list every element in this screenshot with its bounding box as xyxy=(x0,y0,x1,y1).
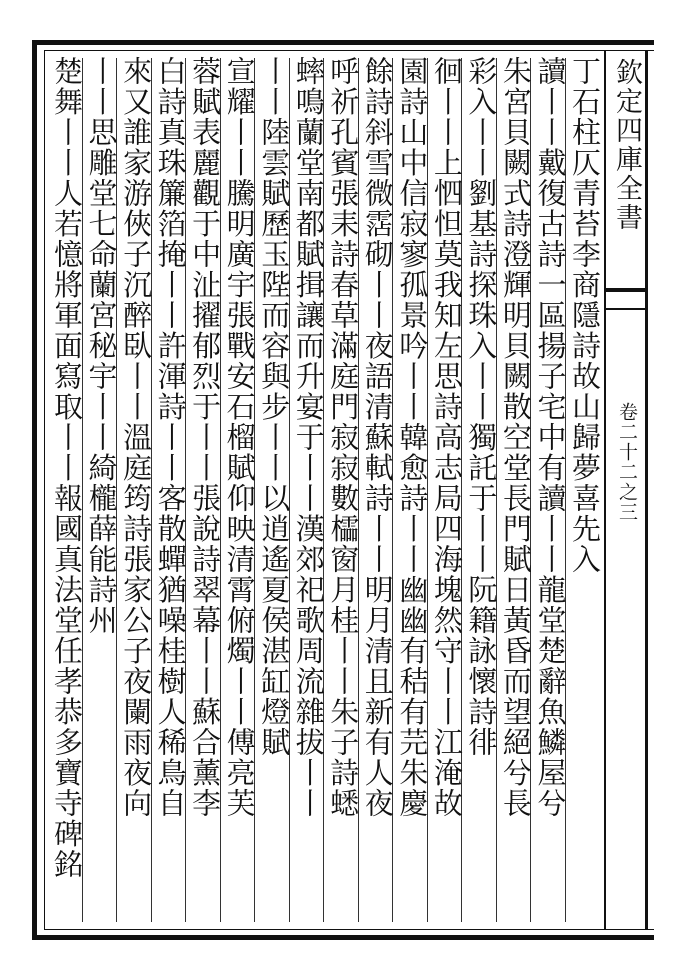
text-column: 彩入丨丨劉基詩探珠入丨丨獨託于丨丨阮籍詠懷詩徘 xyxy=(464,56,499,758)
fish-tail-mark xyxy=(604,288,647,310)
text-column: 呼祈孔賓張耒詩春草滿庭門寂寂數櫺窗月桂丨丨朱子詩蟋 xyxy=(326,56,361,819)
text-column: 蓉賦表麗觀于中沚擢郁烈于丨丨張說詩翠幕丨丨蘇合薰李 xyxy=(188,56,223,819)
text-column: 園詩山中信寂寥孤景吟丨丨韓愈詩丨丨幽幽有秸有芫朱慶 xyxy=(395,56,430,819)
text-column: 丨丨陸雲賦歷玉陛而容與步丨丨以逍遙夏侯湛缸燈賦 xyxy=(257,56,292,758)
text-column: 朱宮貝闕式詩澄輝明貝闕散空堂長門賦日黃昏而望絕兮長 xyxy=(498,56,533,819)
text-column: 宣耀丨丨騰明廣宇張戰安石榴賦仰映清霄俯燭丨丨傅亮芙 xyxy=(222,56,257,819)
main-text-block xyxy=(50,56,602,924)
fold-chapter-number: 卷二十二之三 xyxy=(616,402,638,522)
text-column: 丨丨思雕堂七命蘭宮秘宇丨丨綺櫳薛能詩州 xyxy=(84,56,119,636)
text-column: 餘詩斜雪微霑砌丨丨夜語清蘇軾詩丨丨明月清且新有人夜 xyxy=(360,56,395,819)
text-column: 讀丨丨戴復古詩一區揚子宅中有讀丨丨龍堂楚辭魚鱗屋兮 xyxy=(533,56,568,819)
fold-book-title: 欽定四庫全書 xyxy=(611,58,642,232)
text-column: 丁石柱仄青苔李商隱詩故山歸夢喜先入 xyxy=(567,56,602,575)
text-column: 楚舞丨丨人若憶將軍面寫取丨丨報國真法堂任孝恭多寶寺碑銘 xyxy=(50,56,84,880)
text-column: 白詩真珠簾箔掩丨丨許渾詩丨丨客散蟬猶噪桂樹人稀鳥自 xyxy=(153,56,188,819)
text-column: 來又誰家游俠子沉醉臥丨丨溫庭筠詩張家公子夜闌雨夜向 xyxy=(119,56,154,819)
text-column: 徊丨丨上怬怛莫我知左思詩高志局四海塊然守丨丨江淹故 xyxy=(429,56,464,819)
text-column: 蟀鳴蘭堂南都賦揖讓而升宴于丨丨漢郊祀歌周流雜拔丨丨 xyxy=(291,56,326,819)
